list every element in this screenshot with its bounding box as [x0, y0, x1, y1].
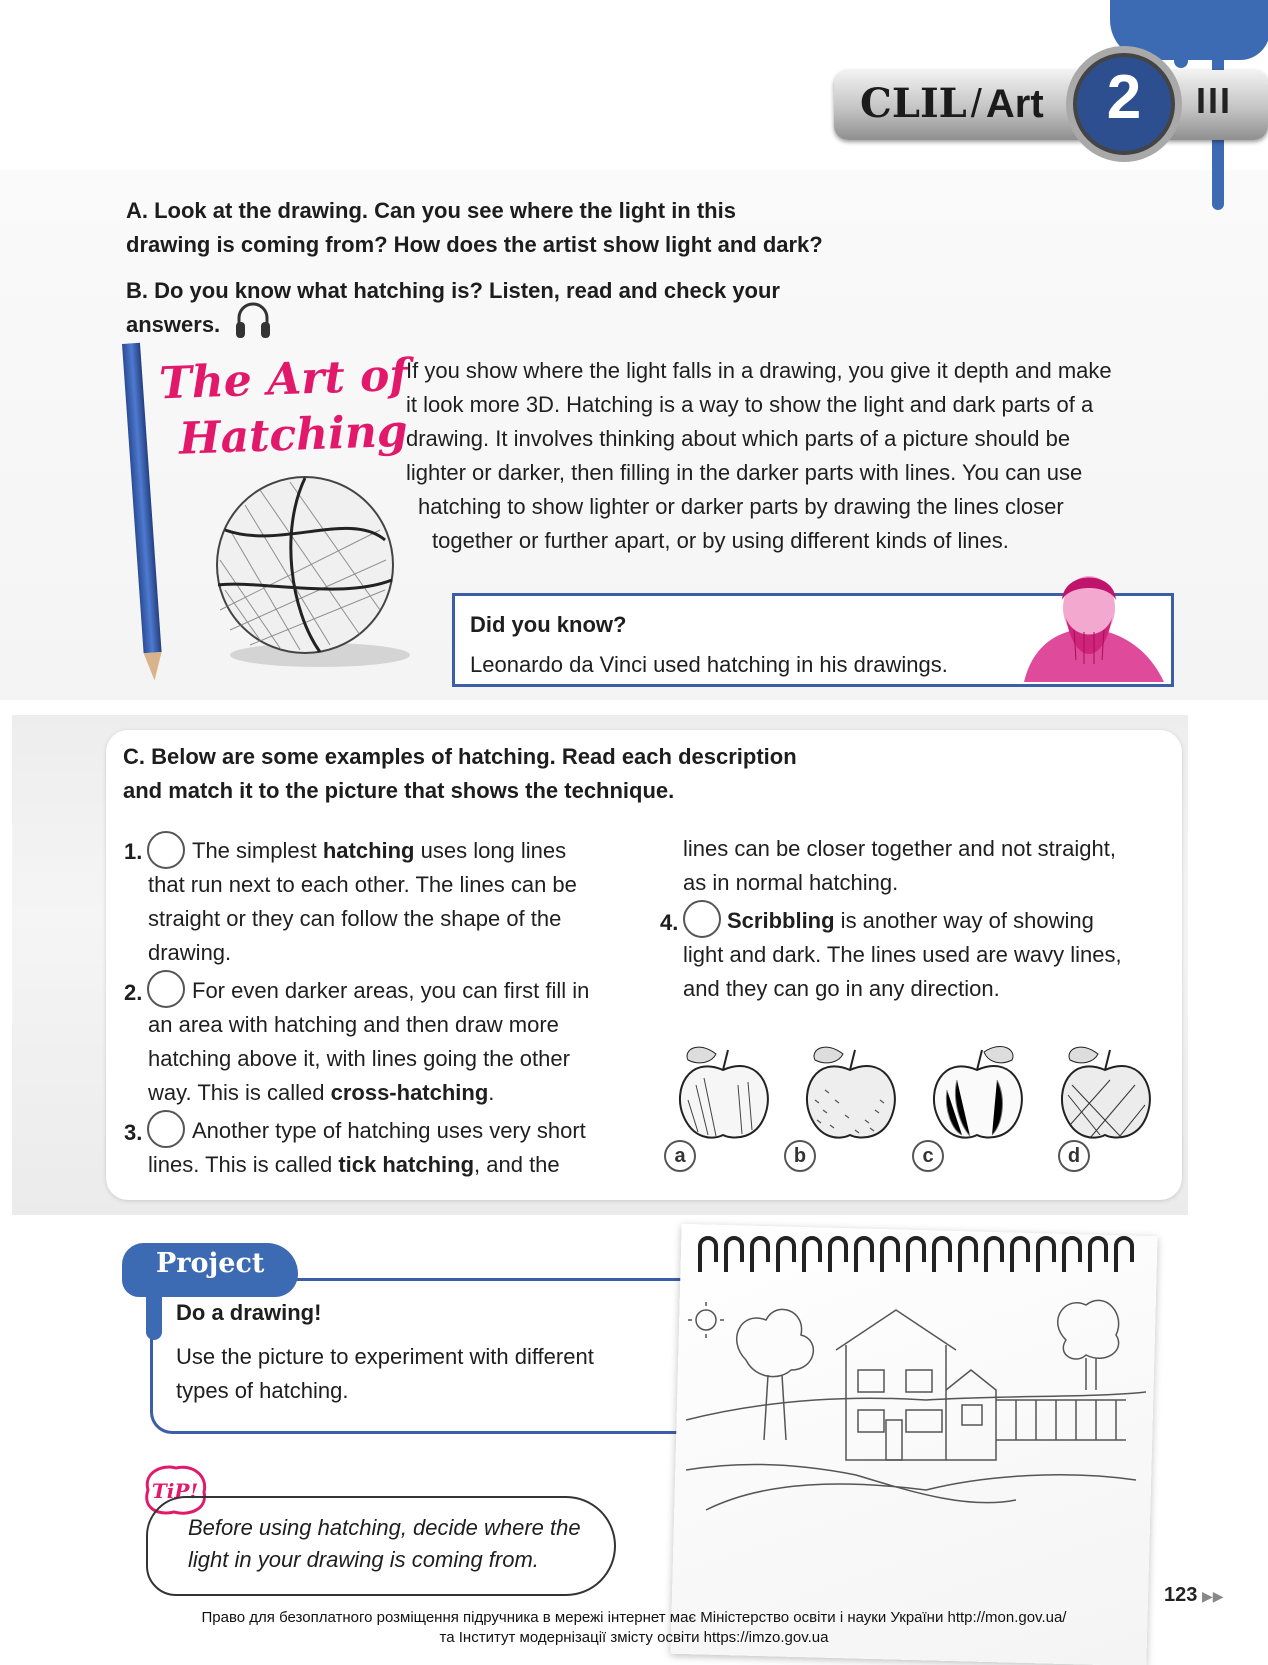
term-hatching: hatching	[322, 838, 415, 863]
next-page-arrow-icon: ▶▶	[1202, 1588, 1224, 1604]
headphones-icon[interactable]	[233, 300, 273, 342]
tip-line2: light in your drawing is coming from.	[188, 1547, 539, 1572]
item-4-line2: light and dark. The lines used are wavy lines,	[683, 942, 1122, 967]
item-1-number: 1.	[124, 839, 143, 864]
tip-line1: Before using hatching, decide where the	[188, 1515, 581, 1540]
item-3-line2	[148, 1148, 560, 1182]
item-2-line4	[148, 1076, 494, 1110]
project-instructions	[176, 1340, 594, 1408]
footer-copyright	[0, 1608, 1268, 1648]
question-c-line1: C. Below are some examples of hatching. Read each description	[123, 744, 797, 769]
item-1-text: The simplest	[192, 838, 323, 863]
footer-line2: та Інститут модернізації змісту освіти https://imzo.gov.ua	[439, 1629, 829, 1646]
footer-line1: Право для безоплатного розміщення підручника в мережі інтернет має Міністерство освіти і науки України http://mon.gov.ua/	[201, 1609, 1067, 1626]
art-title-line1: The Art of	[158, 349, 410, 410]
item-4-text: is another way of showing	[834, 908, 1094, 933]
item-3-number: 3.	[124, 1120, 143, 1145]
section-title-slash: /	[970, 82, 982, 126]
item-3-text: , and the	[474, 1152, 560, 1177]
answer-circle-4[interactable]	[683, 900, 721, 938]
did-you-know-title: Did you know?	[470, 612, 627, 637]
question-b	[126, 274, 780, 342]
apple-hatching-a	[668, 1040, 778, 1150]
apple-hatching-b	[795, 1040, 905, 1150]
project-line1: Use the picture to experiment with different	[176, 1344, 594, 1369]
tip-text	[188, 1512, 581, 1576]
question-c	[123, 740, 797, 808]
spiral-binding	[690, 1232, 1140, 1274]
item-2-line3: hatching above it, with lines going the other	[148, 1046, 570, 1071]
section-title-clil: CLIL	[860, 80, 967, 127]
item-4-line1	[727, 904, 1094, 938]
intro-line-5: hatching to show lighter or darker parts by drawing the lines closer	[418, 494, 1064, 519]
art-title-line2: Hatching	[178, 405, 409, 465]
tip-badge-label: TiP!	[151, 1479, 199, 1503]
question-c-line2: and match it to the picture that shows the technique.	[123, 778, 675, 803]
term-cross-hatching: cross-hatching	[330, 1080, 489, 1105]
apple-hatching-c	[922, 1040, 1032, 1150]
art-of-hatching-title	[158, 348, 411, 469]
item-1-text: uses long lines	[414, 838, 567, 863]
section-title-art: Art	[985, 82, 1044, 126]
leonardo-portrait-icon	[1004, 570, 1170, 682]
item-2-line2: an area with hatching and then draw more	[148, 1012, 559, 1037]
project-title: Do a drawing!	[176, 1300, 322, 1325]
item-4-number: 4.	[660, 910, 679, 935]
answer-circle-1[interactable]	[147, 831, 185, 869]
intro-line-2: it look more 3D. Hatching is a way to show the light and dark parts of a	[406, 392, 1094, 417]
item-3-text: lines. This is called	[148, 1152, 339, 1177]
apple-label-c: c	[912, 1140, 944, 1172]
question-a-line1: A. Look at the drawing. Can you see where the light in this	[126, 198, 736, 223]
item-2-text: way. This is called	[148, 1080, 331, 1105]
answer-circle-2[interactable]	[147, 970, 185, 1008]
item-1-line4: drawing.	[148, 940, 232, 965]
answer-circle-3[interactable]	[147, 1110, 185, 1148]
apple-hatching-d	[1050, 1040, 1160, 1150]
item-2-line1: For even darker areas, you can first fill in	[192, 978, 590, 1003]
intro-line-1: If you show where the light falls in a drawing, you give it depth and make	[406, 358, 1112, 383]
apple-label-a: a	[664, 1140, 696, 1172]
item-3-line3: lines can be closer together and not straight,	[683, 836, 1116, 861]
item-3-line1: Another type of hatching uses very short	[192, 1118, 586, 1143]
question-b-line1: B. Do you know what hatching is? Listen, read and check your	[126, 278, 780, 303]
item-2-number: 2.	[124, 980, 143, 1005]
house-sketch	[686, 1280, 1146, 1580]
term-scribbling: Scribbling	[727, 908, 835, 933]
item-2-text: .	[488, 1080, 495, 1105]
item-3-line4: as in normal hatching.	[683, 870, 899, 895]
section-title	[860, 80, 1044, 127]
apple-label-b: b	[784, 1140, 816, 1172]
project-line2: types of hatching.	[176, 1378, 349, 1403]
question-a-line2: drawing is coming from? How does the artist show light and dark?	[126, 232, 823, 257]
pencil-illustration	[122, 343, 164, 683]
apple-label-d: d	[1058, 1140, 1090, 1172]
unit-bars: III	[1196, 80, 1233, 121]
did-you-know-text: Leonardo da Vinci used hatching in his drawings.	[470, 652, 948, 677]
question-b-line2: answers.	[126, 312, 221, 337]
question-a	[126, 194, 823, 262]
hatched-ball-drawing	[200, 470, 410, 670]
page-number: 123	[1164, 1584, 1198, 1606]
item-1-line2: that run next to each other. The lines can be	[148, 872, 577, 897]
item-4-line3: and they can go in any direction.	[683, 976, 1000, 1001]
intro-line-3: drawing. It involves thinking about which parts of a picture should be	[406, 426, 1071, 451]
intro-line-6: together or further apart, or by using different kinds of lines.	[432, 528, 1009, 553]
project-label: Project	[156, 1248, 265, 1279]
item-1-line3: straight or they can follow the shape of the	[148, 906, 562, 931]
unit-number: 2	[1106, 63, 1142, 132]
intro-line-4: lighter or darker, then filling in the darker parts with lines. You can use	[406, 460, 1083, 485]
item-1-line1	[192, 834, 566, 868]
term-tick-hatching: tick hatching	[338, 1152, 475, 1177]
